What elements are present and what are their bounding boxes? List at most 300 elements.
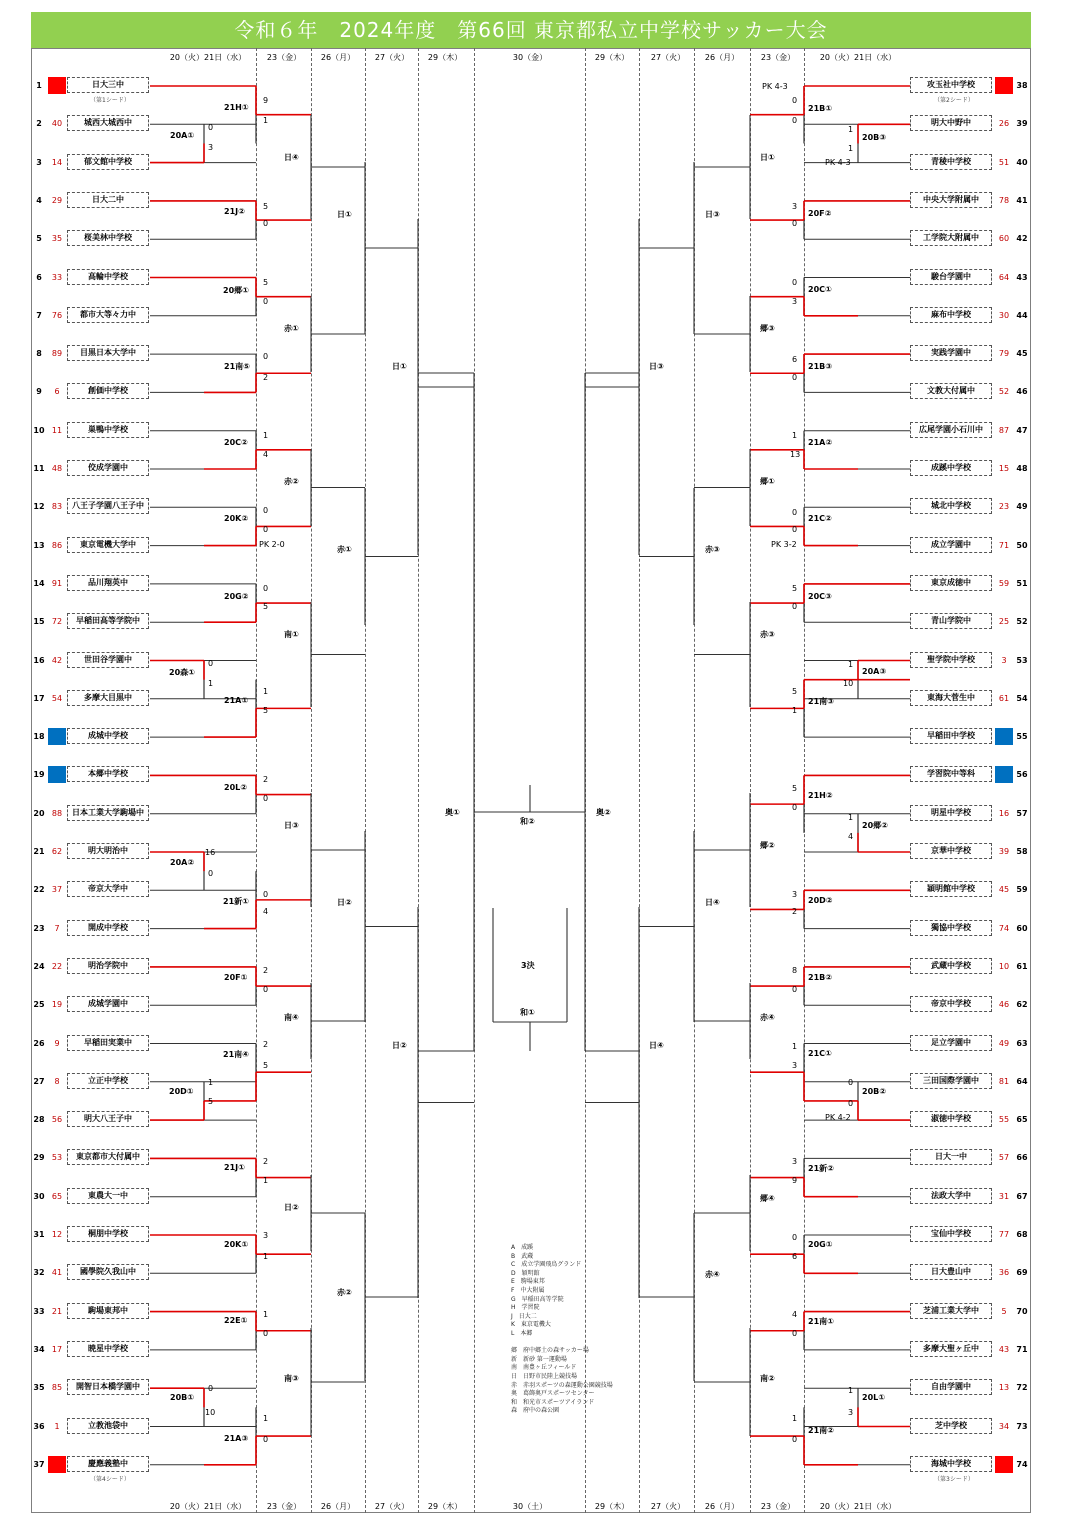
draw-number: 15 [998, 464, 1010, 473]
draw-number: 59 [998, 578, 1010, 588]
team-number: 19 [33, 770, 45, 780]
draw-number: 21 [51, 1306, 63, 1316]
match-label: 郷② [760, 841, 775, 850]
team-name-box[interactable]: 明治学院中 [67, 958, 149, 974]
match-score: 0 [792, 602, 798, 611]
team-name-box[interactable]: 佼成学園中 [67, 460, 149, 476]
seeded-team-marker [48, 728, 66, 745]
team-name-box[interactable]: 実践学園中 [910, 345, 992, 361]
team-name-box[interactable]: 明星中学校 [910, 805, 992, 821]
team-name-box[interactable]: 日大一中 [910, 1149, 992, 1165]
team-number: 53 [1016, 655, 1028, 665]
team-name-box[interactable]: 創価中学校 [67, 383, 149, 399]
match-label: 20F② [808, 209, 832, 218]
draw-number: 43 [998, 1344, 1010, 1354]
team-number: 56 [1016, 770, 1028, 780]
match-label: 赤④ [760, 1013, 775, 1022]
match-score: 2 [792, 907, 798, 916]
final-upper-label: 和② [520, 817, 535, 826]
match-label: 日① [760, 153, 775, 162]
match-label: 20A② [170, 858, 195, 867]
match-label: 郷④ [760, 1194, 775, 1203]
match-label: 20郷② [862, 821, 888, 830]
team-number: 64 [1016, 1076, 1028, 1086]
team-name-box[interactable]: 自由学園中 [910, 1379, 992, 1395]
team-number: 38 [1016, 81, 1028, 90]
match-score: 1 [208, 1078, 214, 1087]
draw-number: 17 [51, 1344, 63, 1354]
team-name-box[interactable]: 郁文館中学校 [67, 154, 149, 170]
match-score: PK 2-0 [259, 540, 285, 549]
match-label: 22E① [224, 1316, 248, 1325]
match-score: 9 [792, 1176, 798, 1185]
team-name-box[interactable]: 世田谷学園中 [67, 652, 149, 668]
draw-number: 13 [998, 1383, 1010, 1393]
match-label: 20G① [808, 1240, 833, 1249]
match-score: 0 [792, 1435, 798, 1444]
draw-number: 12 [51, 1230, 63, 1239]
match-label: 21C② [808, 514, 832, 523]
match-score: 10 [205, 1408, 216, 1417]
team-number: 12 [33, 502, 45, 512]
team-number: 34 [33, 1344, 45, 1354]
team-number: 39 [1016, 119, 1028, 129]
match-score: 1 [848, 660, 854, 669]
draw-number: 22 [51, 961, 63, 971]
draw-number: 29 [51, 195, 63, 205]
draw-number: 85 [51, 1383, 63, 1393]
date-header-cell: 20（火）21日（水） [819, 53, 897, 62]
team-name-box[interactable]: 穎明館中学校 [910, 881, 992, 897]
match-score: 0 [263, 219, 269, 228]
team-name-box[interactable]: 國學院久我山中 [67, 1264, 149, 1280]
match-score: 3 [848, 1408, 854, 1417]
match-label: 20G② [224, 592, 249, 601]
team-number: 31 [33, 1230, 45, 1239]
team-name-box[interactable]: 立正中学校 [67, 1073, 149, 1089]
team-name-box[interactable]: 成立学園中 [910, 537, 992, 553]
team-number: 52 [1016, 617, 1028, 627]
team-number: 7 [36, 310, 42, 320]
date-header-cell: 20（火）21日（水） [169, 1502, 247, 1511]
match-label: 21南⑤ [224, 362, 250, 371]
team-name-box[interactable]: 暁星中学校 [67, 1341, 149, 1357]
team-name-box[interactable]: 目黒日本大学中 [67, 345, 149, 361]
match-label: 21南② [808, 1426, 834, 1435]
match-score: 0 [263, 890, 269, 899]
team-name-box[interactable]: 東京電機大学中 [67, 537, 149, 553]
date-header-cell: 26（月） [704, 1502, 740, 1511]
team-name-box[interactable]: 早稲田中学校 [910, 728, 992, 744]
team-number: 2 [36, 119, 42, 129]
draw-number: 5 [1001, 1306, 1007, 1316]
match-score: 3 [792, 297, 798, 306]
draw-number: 48 [51, 464, 63, 473]
draw-number: 57 [998, 1153, 1010, 1163]
team-number: 17 [33, 693, 45, 703]
match-label: 赤④ [705, 1270, 720, 1279]
match-score: 4 [792, 1310, 798, 1319]
draw-number: 81 [998, 1076, 1010, 1086]
match-label: 20A① [170, 131, 195, 140]
seed-note: （第3シード） [934, 1475, 974, 1483]
match-label: 21南③ [808, 697, 834, 706]
match-score: 1 [792, 1042, 798, 1051]
match-score: 6 [792, 355, 798, 364]
team-number: 11 [33, 464, 45, 473]
match-score: 0 [263, 297, 269, 306]
match-label: 日② [337, 898, 352, 907]
match-score: 5 [263, 706, 269, 715]
team-name-box[interactable]: 品川翔英中 [67, 575, 149, 591]
draw-number: 88 [51, 808, 63, 818]
team-name-box[interactable]: 桐朋中学校 [67, 1226, 149, 1242]
match-label: 20B① [170, 1393, 195, 1402]
match-label: 20B③ [862, 133, 887, 142]
team-name-box[interactable]: 開智日本橋学園中 [67, 1379, 149, 1395]
top-seed-marker [48, 1456, 66, 1473]
team-name-box[interactable]: 成蹊中学校 [910, 460, 992, 476]
team-name-box[interactable]: 成城学園中 [67, 996, 149, 1012]
team-number: 73 [1016, 1421, 1028, 1431]
draw-number: 83 [51, 502, 63, 512]
team-name-box[interactable]: 多摩大目黒中 [67, 690, 149, 706]
match-label: 20A③ [862, 667, 887, 676]
match-score: 3 [792, 1157, 798, 1166]
team-number: 40 [1016, 157, 1028, 167]
draw-number: 87 [998, 425, 1010, 435]
team-name-box[interactable]: 日大二中 [67, 192, 149, 208]
team-name-box[interactable]: 攻玉社中学校 [910, 77, 992, 93]
team-number: 69 [1016, 1268, 1028, 1278]
team-name-box[interactable]: 帝京中学校 [910, 996, 992, 1012]
match-label: 21A③ [224, 1434, 249, 1443]
match-score: 0 [792, 219, 798, 228]
match-score: 0 [792, 373, 798, 382]
team-name-box[interactable]: 明大中野中 [910, 115, 992, 131]
match-score: 3 [792, 1061, 798, 1070]
match-score: 2 [263, 373, 269, 382]
team-name-box[interactable]: 麻布中学校 [910, 307, 992, 323]
team-name-box[interactable]: 巣鴨中学校 [67, 422, 149, 438]
match-label: 21A① [224, 696, 249, 705]
team-number: 26 [33, 1038, 45, 1048]
match-score: 1 [263, 1414, 269, 1423]
team-name-box[interactable]: 芝中学校 [910, 1418, 992, 1434]
draw-number: 46 [998, 1000, 1010, 1010]
match-label: 20D② [808, 896, 833, 905]
team-name-box[interactable]: 法政大学中 [910, 1188, 992, 1204]
team-name-box[interactable]: 日本工業大学駒場中 [67, 805, 149, 821]
match-score: 0 [792, 116, 798, 125]
match-label: 21J① [224, 1163, 245, 1172]
draw-number: 91 [51, 578, 63, 588]
team-name-box[interactable]: 八王子学園八王子中 [67, 498, 149, 514]
match-score: 1 [848, 144, 854, 153]
team-number: 32 [33, 1268, 45, 1278]
venue-legend: A 成蹊 B 武蔵 C 成立学園飛鳥グランド D 穎明館 E 駒場東邦 F 中大附属 G 早稲田高等学院 H 学習院 J 日大二 K 東京電機大 L 本郷 郷 府中郷土の森サッカー場 新 新砂 第一運動場 南 南豊ヶ丘フィールド 日 日野市民陸上競技場 赤 赤羽スポーツの森運動公園競技場 奥 葛飾奥戸スポーツセンター 和 和光市スポーツアイランド 森 府中の森公園 [511, 1244, 613, 1415]
team-name-box[interactable]: 海城中学校 [910, 1456, 992, 1472]
match-score: 0 [792, 1329, 798, 1338]
draw-number: 25 [998, 617, 1010, 627]
team-name-box[interactable]: 工学院大附属中 [910, 230, 992, 246]
draw-number: 71 [998, 540, 1010, 550]
team-name-box[interactable]: 成城中学校 [67, 728, 149, 744]
match-label: 日② [392, 1041, 407, 1050]
team-name-box[interactable]: 足立学園中 [910, 1035, 992, 1051]
team-number: 72 [1016, 1383, 1028, 1393]
match-label: 赤③ [705, 545, 720, 554]
team-name-box[interactable]: 東京都市大付属中 [67, 1149, 149, 1165]
team-number: 59 [1016, 885, 1028, 895]
team-number: 50 [1016, 540, 1028, 550]
team-number: 46 [1016, 387, 1028, 397]
match-score: 2 [263, 1157, 269, 1166]
team-name-box[interactable]: 武蔵中学校 [910, 958, 992, 974]
team-number: 62 [1016, 1000, 1028, 1010]
match-label: 21B③ [808, 362, 833, 371]
match-label: 郷① [760, 477, 775, 486]
date-header-cell: 23（金） [266, 1502, 302, 1511]
team-name-box[interactable]: 開成中学校 [67, 920, 149, 936]
team-number: 20 [33, 808, 45, 818]
team-number: 74 [1016, 1459, 1028, 1469]
team-name-box[interactable]: 日大豊山中 [910, 1264, 992, 1280]
team-name-box[interactable]: 明大明治中 [67, 843, 149, 859]
match-score: 5 [263, 278, 269, 287]
match-label: 20D① [169, 1087, 194, 1096]
draw-number: 56 [51, 1115, 63, 1125]
team-name-box[interactable]: 東京成徳中 [910, 575, 992, 591]
team-number: 48 [1016, 464, 1028, 473]
team-number: 21 [33, 847, 45, 856]
match-score: 2 [263, 1040, 269, 1049]
team-number: 5 [36, 234, 42, 244]
team-name-box[interactable]: 東海大菅生中 [910, 690, 992, 706]
team-number: 44 [1016, 310, 1028, 320]
draw-number: 86 [51, 540, 63, 550]
semifinal-right-label: 奥② [596, 808, 611, 817]
draw-number: 60 [998, 234, 1010, 244]
match-label: 赤① [337, 545, 352, 554]
match-score: 1 [792, 1414, 798, 1423]
match-label: 21C① [808, 1049, 832, 1058]
match-score: 1 [263, 687, 269, 696]
team-number: 36 [33, 1421, 45, 1431]
match-label: 20L① [862, 1393, 886, 1402]
team-name-box[interactable]: 早稲田実業中 [67, 1035, 149, 1051]
match-score: 0 [792, 278, 798, 287]
team-name-box[interactable]: 宝仙中学校 [910, 1226, 992, 1242]
match-label: 21B① [808, 104, 833, 113]
semifinal-left-label: 奥① [445, 808, 460, 817]
draw-number: 74 [998, 923, 1010, 933]
team-number: 47 [1016, 425, 1028, 435]
draw-number: 79 [998, 349, 1010, 359]
match-score: 0 [208, 659, 214, 668]
team-number: 16 [33, 655, 45, 665]
team-number: 23 [33, 923, 45, 933]
draw-number: 77 [998, 1230, 1010, 1239]
draw-number: 62 [51, 847, 63, 856]
team-name-box[interactable]: 三田国際学園中 [910, 1073, 992, 1089]
team-name-box[interactable]: 高輪中学校 [67, 269, 149, 285]
draw-number: 89 [51, 349, 63, 359]
seed-note: （第4シード） [90, 1475, 130, 1483]
team-number: 33 [33, 1306, 45, 1316]
draw-number: 72 [51, 617, 63, 627]
match-label: 21H② [808, 791, 833, 800]
team-name-box[interactable]: 青稜中学校 [910, 154, 992, 170]
team-name-box[interactable]: 中央大学附属中 [910, 192, 992, 208]
match-label: 赤③ [760, 630, 775, 639]
team-name-box[interactable]: 城北中学校 [910, 498, 992, 514]
team-name-box[interactable]: 多摩大聖ヶ丘中 [910, 1341, 992, 1357]
draw-number: 36 [998, 1268, 1010, 1278]
match-score: 0 [208, 869, 214, 878]
match-score: 3 [208, 143, 214, 152]
match-score: 2 [263, 966, 269, 975]
draw-number: 9 [54, 1038, 60, 1048]
draw-number: 65 [51, 1191, 63, 1201]
team-name-box[interactable]: 早稲田高等学院中 [67, 613, 149, 629]
match-score: PK 3-2 [771, 540, 797, 549]
draw-number: 19 [51, 1000, 63, 1010]
team-number: 10 [33, 425, 45, 435]
team-number: 66 [1016, 1153, 1028, 1163]
team-name-box[interactable]: 芝浦工業大学中 [910, 1303, 992, 1319]
match-label: 赤② [284, 477, 299, 486]
team-name-box[interactable]: 立教池袋中 [67, 1418, 149, 1434]
match-score: 0 [848, 1078, 854, 1087]
seed-note: （第2シード） [934, 97, 974, 104]
match-label: 21新① [223, 897, 249, 906]
draw-number: 78 [998, 195, 1010, 205]
match-label: 日④ [705, 898, 720, 907]
team-name-box[interactable]: 駿台学園中 [910, 269, 992, 285]
date-header-cell: 29（木） [427, 1502, 463, 1511]
team-number: 3 [36, 157, 42, 167]
match-label: 日③ [649, 362, 664, 371]
draw-number: 14 [51, 157, 63, 167]
date-header-cell: 26（月） [320, 53, 356, 62]
team-number: 49 [1016, 502, 1028, 512]
draw-number: 40 [51, 119, 63, 129]
team-name-box[interactable]: 京華中学校 [910, 843, 992, 859]
team-name-box[interactable]: 桜美林中学校 [67, 230, 149, 246]
match-label: 21新② [808, 1164, 834, 1173]
draw-number: 55 [998, 1115, 1010, 1125]
team-name-box[interactable]: 淑徳中学校 [910, 1111, 992, 1127]
match-score: 13 [790, 450, 801, 459]
team-number: 67 [1016, 1191, 1028, 1201]
team-name-box[interactable]: 駒場東邦中 [67, 1303, 149, 1319]
team-name-box[interactable]: 広尾学園小石川中 [910, 422, 992, 438]
team-number: 25 [33, 1000, 45, 1010]
match-score: 5 [263, 602, 269, 611]
match-score: PK 4-3 [825, 158, 851, 167]
top-seed-marker [995, 77, 1013, 94]
match-label: 日② [284, 1203, 299, 1212]
draw-number: 42 [51, 655, 63, 665]
team-name-box[interactable]: 聖学院中学校 [910, 652, 992, 668]
match-label: 20C② [224, 438, 248, 447]
match-label: 20L② [224, 783, 248, 792]
draw-number: 8 [54, 1076, 60, 1086]
draw-number: 51 [998, 157, 1010, 167]
draw-number: 7 [54, 923, 60, 933]
match-score: 0 [848, 1099, 854, 1108]
team-name-box[interactable]: 文教大付属中 [910, 383, 992, 399]
team-name-box[interactable]: 日大三中 [67, 77, 149, 93]
match-score: 1 [848, 125, 854, 134]
team-name-box[interactable]: 青山学院中 [910, 613, 992, 629]
draw-number: 49 [998, 1038, 1010, 1048]
draw-number: 76 [51, 310, 63, 320]
date-header-cell: 26（月） [704, 53, 740, 62]
draw-number: 31 [998, 1191, 1010, 1201]
draw-number: 23 [998, 502, 1010, 512]
match-label: 20森① [169, 668, 195, 677]
match-score: 0 [263, 584, 269, 593]
match-score: 1 [263, 1252, 269, 1261]
draw-number: 41 [51, 1268, 63, 1278]
team-name-box[interactable]: 学習院中等科 [910, 766, 992, 782]
match-score: 16 [205, 848, 216, 857]
match-score: 0 [792, 1233, 798, 1242]
team-number: 70 [1016, 1306, 1028, 1316]
team-name-box[interactable]: 城西大城西中 [67, 115, 149, 131]
match-label: 南③ [284, 1374, 299, 1383]
match-label: 日③ [705, 210, 720, 219]
match-label: 21H① [224, 103, 249, 112]
date-header-cell: 29（木） [594, 53, 630, 62]
team-name-box[interactable]: 慶應義塾中 [67, 1456, 149, 1472]
team-name-box[interactable]: 都市大等々力中 [67, 307, 149, 323]
match-label: 21南④ [223, 1050, 249, 1059]
date-header-cell: 27（火） [650, 1502, 686, 1511]
team-number: 60 [1016, 923, 1028, 933]
draw-number: 54 [51, 693, 63, 703]
match-label: 21B② [808, 973, 833, 982]
team-name-box[interactable]: 本郷中学校 [67, 766, 149, 782]
seeded-team-marker [995, 766, 1013, 783]
team-number: 13 [33, 540, 45, 550]
match-score: 1 [263, 116, 269, 125]
date-header-cell: 23（金） [760, 53, 796, 62]
team-number: 55 [1016, 732, 1028, 742]
final-lower-label: 和① [520, 1008, 535, 1017]
team-name-box[interactable]: 帝京大学中 [67, 881, 149, 897]
match-label: 日① [392, 362, 407, 371]
team-name-box[interactable]: 獨協中学校 [910, 920, 992, 936]
match-score: 1 [848, 813, 854, 822]
match-label: 日③ [284, 821, 299, 830]
page-title: 令和６年 2024年度 第66回 東京都私立中学校サッカー大会 [31, 12, 1031, 48]
team-name-box[interactable]: 東農大一中 [67, 1188, 149, 1204]
match-score: 1 [263, 1176, 269, 1185]
team-number: 14 [33, 578, 45, 588]
team-number: 8 [36, 349, 42, 359]
match-score: 5 [792, 584, 798, 593]
match-score: PK 4-2 [825, 1113, 851, 1122]
match-label: 20C③ [808, 592, 832, 601]
team-number: 9 [36, 387, 42, 397]
team-name-box[interactable]: 明大八王子中 [67, 1111, 149, 1127]
draw-number: 1 [54, 1421, 60, 1431]
match-score: 0 [792, 803, 798, 812]
draw-number: 16 [998, 808, 1010, 818]
